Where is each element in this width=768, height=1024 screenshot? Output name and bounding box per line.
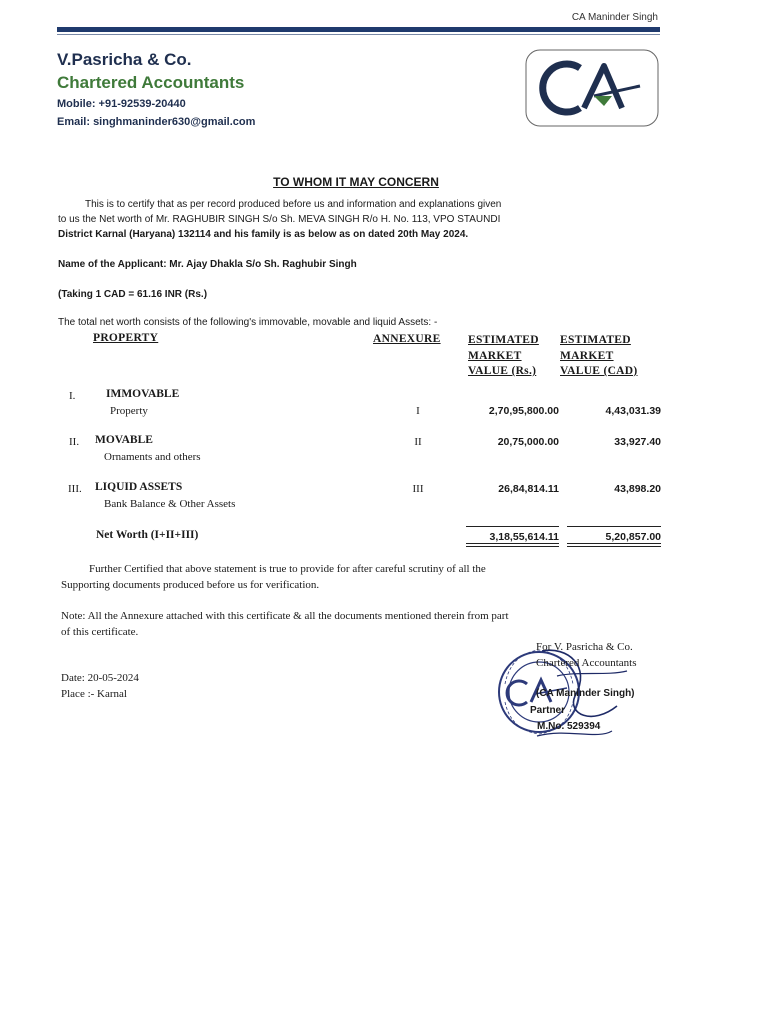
column-header-annexure: ANNEXURE [373,333,441,345]
row-value-inr: 20,75,000.00 [497,436,559,448]
row-subcategory: Bank Balance & Other Assets [104,498,236,510]
signatory-role: Partner [530,705,566,716]
row-category: LIQUID ASSETS [95,481,183,493]
row-value-inr: 2,70,95,800.00 [488,405,559,417]
firm-name: V.Pasricha & Co. [57,50,192,69]
total-rule [466,526,559,527]
exchange-rate: (Taking 1 CAD = 61.16 INR (Rs.) [58,289,208,300]
header-rule [57,27,660,32]
cert-line: Further Certified that above statement is true to provide for after careful scrutiny of all the [89,563,486,575]
column-header-property: PROPERTY [93,332,159,344]
ca-logo-icon [522,46,662,130]
row-value-cad: 4,43,031.39 [605,405,661,417]
firm-mobile: Mobile: +91-92539-20440 [57,98,186,110]
header-line: MARKET [468,349,522,362]
row-subcategory: Property [110,405,148,417]
applicant-name: Name of the Applicant: Mr. Ajay Dhakla S/o Sh. Raghubir Singh [58,259,357,270]
row-numeral: III. [68,483,82,495]
row-value-cad: 43,898.20 [614,483,661,495]
net-worth-label: Net Worth (I+II+III) [96,529,199,541]
row-annexure: III [412,483,424,495]
page-title: TO WHOM IT MAY CONCERN [273,175,439,189]
paragraph-line: This is to certify that as per record produced before us and information and explanations given [85,199,502,210]
row-value-inr: 26,84,814.11 [498,483,559,495]
header-rule-thin [57,34,660,35]
signatory-name: (CA Maninder Singh) [536,688,635,699]
paragraph-line: District Karnal (Haryana) 132114 and his family is as below as on dated 20th May 2024. [58,229,469,240]
row-value-cad: 33,927.40 [614,436,661,448]
firm-subtitle: Chartered Accountants [57,73,245,92]
certificate-paragraph [58,197,618,242]
firm-email: Email: singhmaninder630@gmail.com [57,116,256,128]
row-subcategory: Ornaments and others [104,451,201,463]
top-name: CA Maninder Singh [571,12,658,23]
membership-number: M.No. 529394 [537,721,601,732]
signature-subtitle: Chartered Accountants [536,657,637,669]
row-annexure: I [416,405,420,417]
header-line: VALUE (Rs.) [468,365,537,377]
net-worth-inr: 3,18,55,614.11 [489,531,559,543]
paragraph-line: to us the Net worth of Mr. RAGHUBIR SINGH S/o Sh. MEVA SINGH R/o H. No. 113, VPO STAUNDI [58,214,501,225]
total-double-rule [567,543,661,547]
total-double-rule [466,543,559,547]
header-line: VALUE (CAD) [560,365,638,377]
place: Place :- Karnal [61,688,127,700]
row-numeral: II. [69,436,80,448]
cert-line: Supporting documents produced before us for verification. [61,579,320,591]
total-rule [567,526,661,527]
net-worth-cad: 5,20,857.00 [605,531,661,543]
column-header-cad [560,333,638,380]
header-line: MARKET [560,349,614,362]
header-line: ESTIMATED [468,334,539,346]
row-category: MOVABLE [95,434,153,446]
row-category: IMMOVABLE [106,388,180,400]
signature-firm: For V. Pasricha & Co. [536,641,633,653]
column-header-inr [468,333,539,380]
header-line: ESTIMATED [560,334,631,346]
row-annexure: II [414,436,422,448]
date: Date: 20-05-2024 [61,672,139,684]
note-line: of this certificate. [61,626,139,638]
assets-intro: The total net worth consists of the following's immovable, movable and liquid Assets: - [58,317,438,328]
note-line: Note: All the Annexure attached with this certificate & all the documents mentioned therein from part [61,610,509,622]
further-certified [61,561,621,593]
row-numeral: I. [69,390,76,402]
